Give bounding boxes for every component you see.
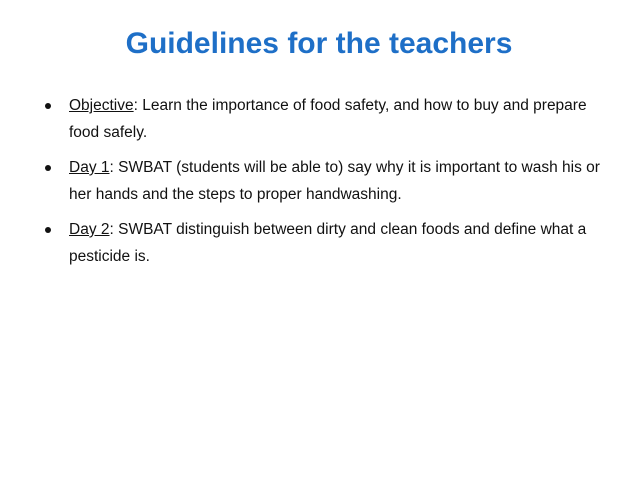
bullet-separator: : — [133, 97, 138, 114]
bullet-dot-icon — [45, 165, 51, 171]
bullet-objective — [42, 92, 602, 146]
bullet-text: SWBAT distinguish between dirty and clean foods and define what a pesticide is. — [69, 221, 587, 265]
slide-title: Guidelines for the teachers — [125, 27, 513, 60]
bullet-term: Objective — [69, 97, 134, 114]
bullet-term: Day 1 — [69, 159, 110, 176]
bullet-text: Learn the importance of food safety, and how to buy and prepare food safely. — [69, 97, 587, 141]
bullet-list — [42, 92, 602, 278]
bullet-dot-icon — [45, 227, 51, 233]
bullet-separator: : — [109, 159, 114, 176]
bullet-day-1 — [42, 154, 602, 208]
bullet-text: SWBAT (students will be able to) say why it is important to wash his or her hands and the steps to proper handwashing. — [69, 159, 600, 203]
bullet-separator: : — [109, 221, 114, 238]
bullet-term: Day 2 — [69, 221, 110, 238]
bullet-dot-icon — [45, 103, 51, 109]
bullet-day-2 — [42, 216, 602, 270]
